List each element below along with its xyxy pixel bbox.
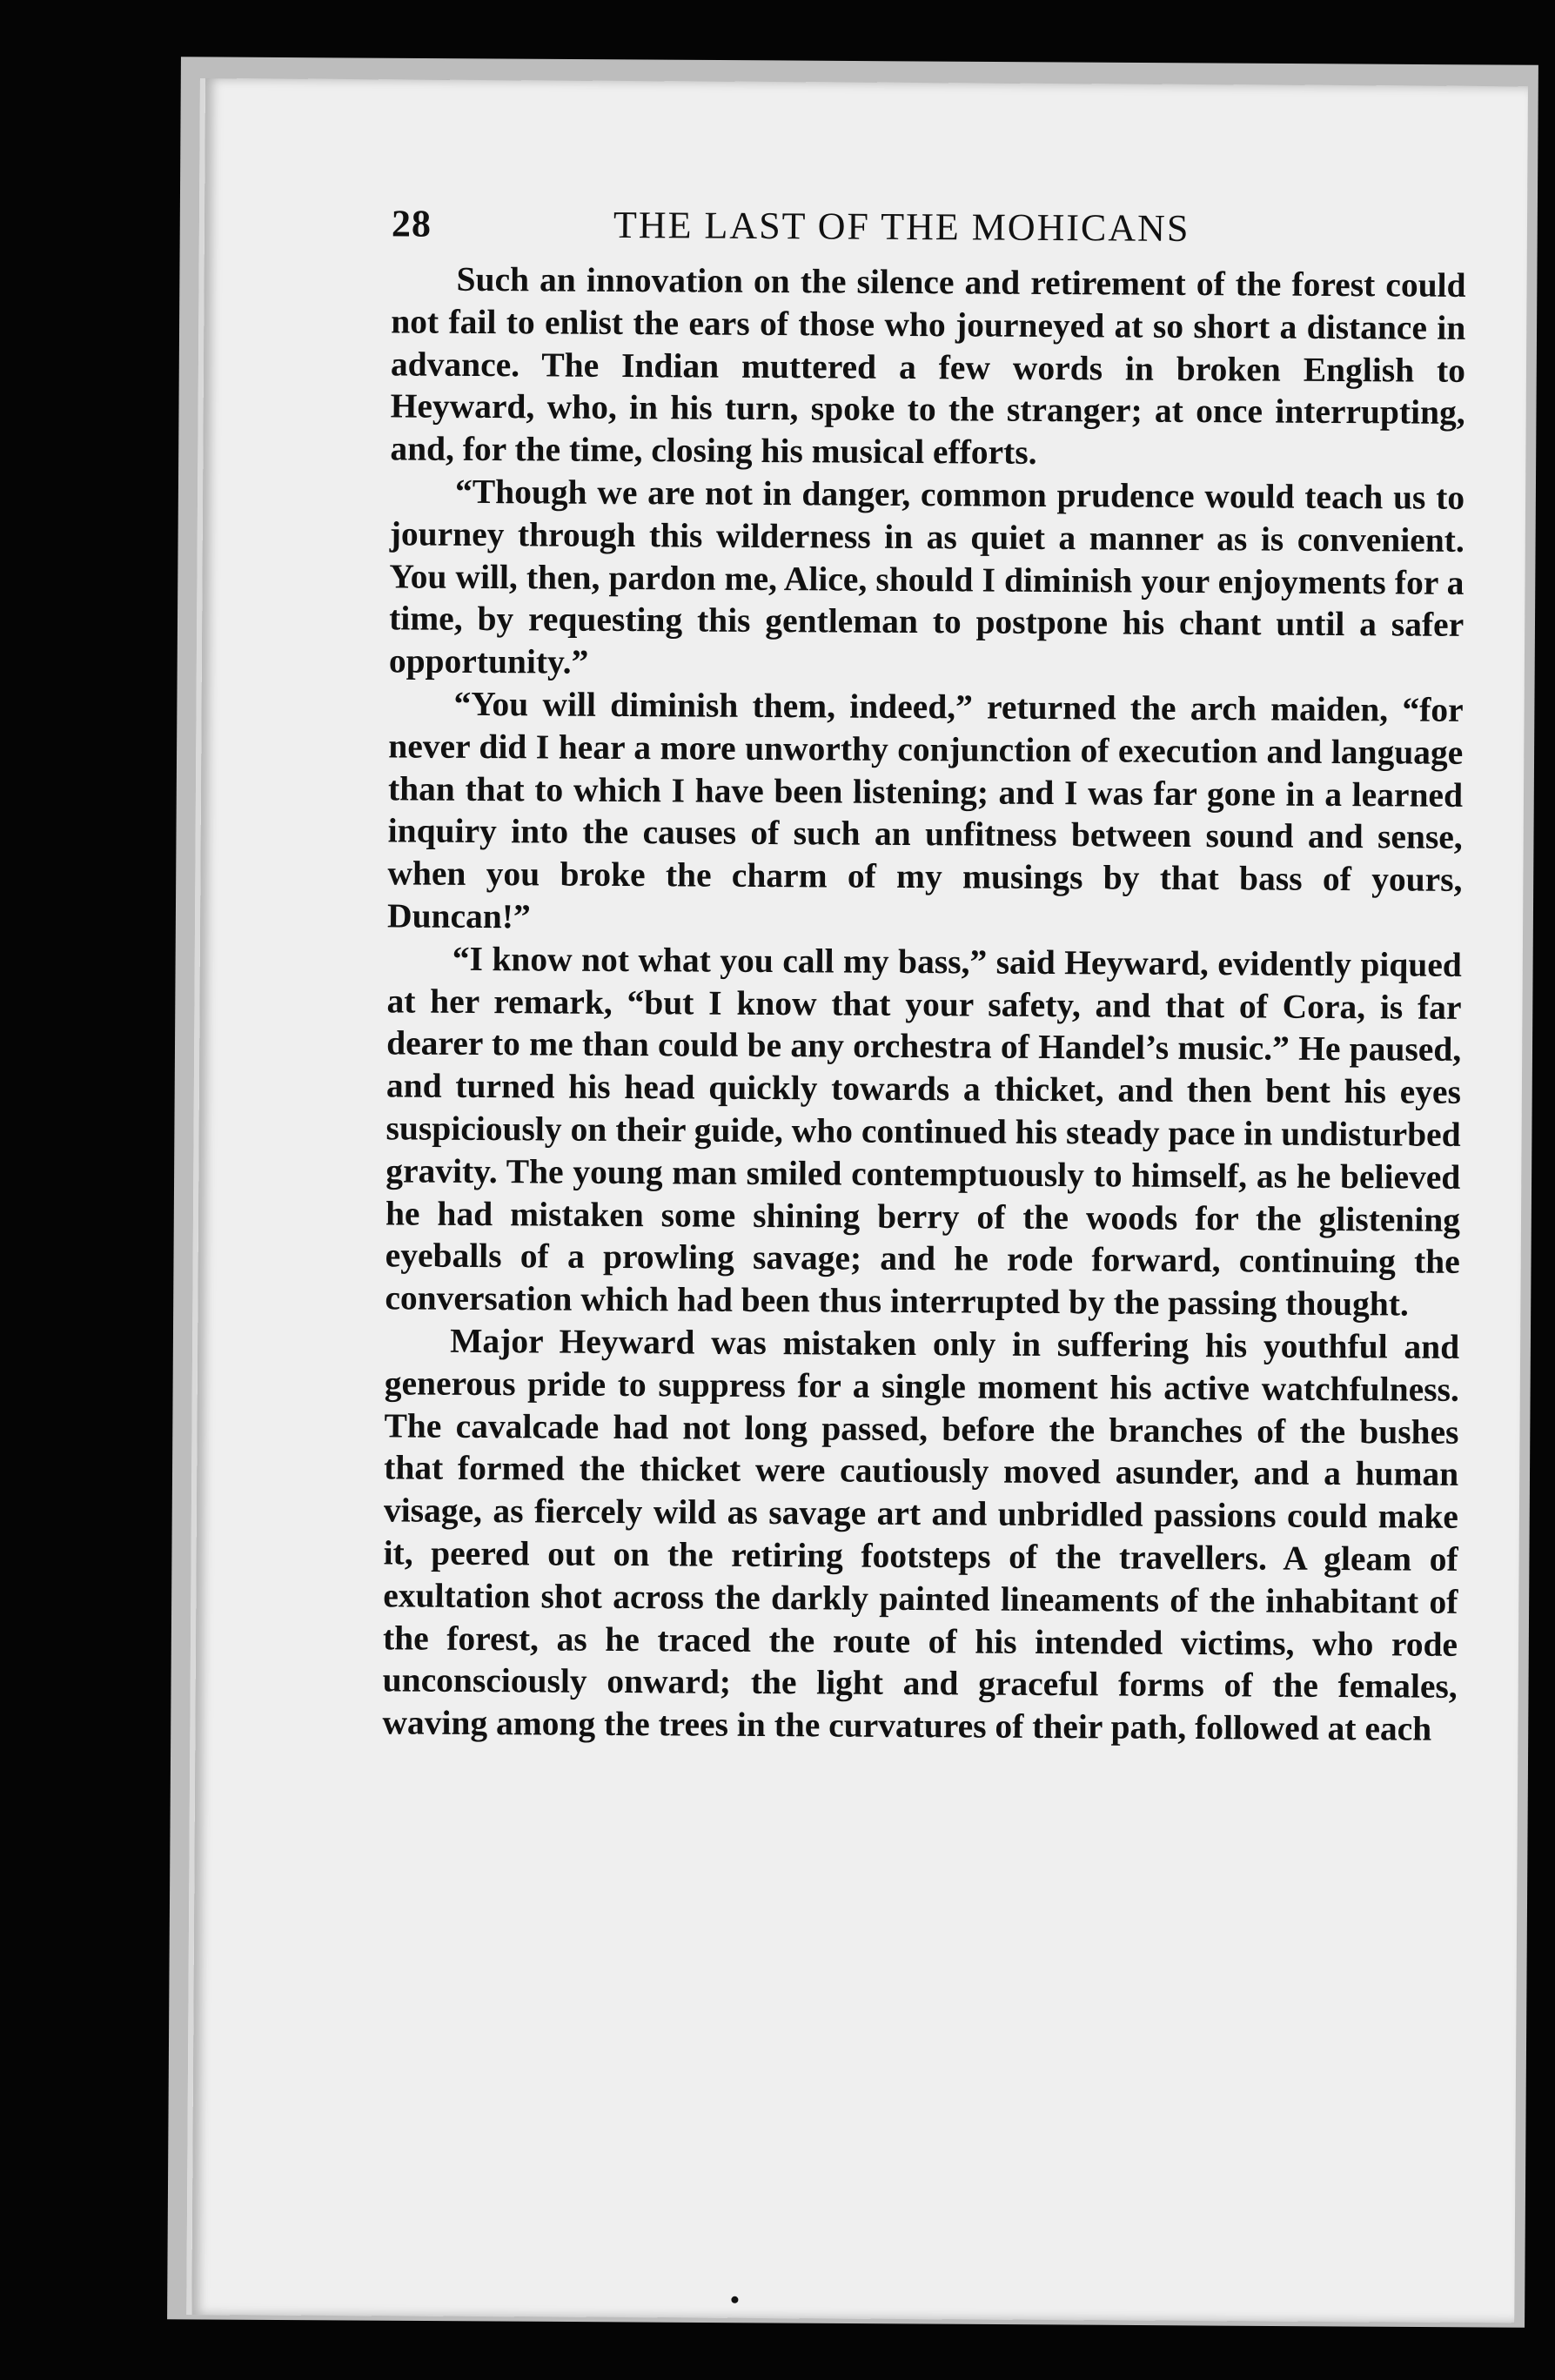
paragraph-5: Major Heyward was mistaken only in suffering his youthful and generous pride to suppress for a single moment his active watchfulness. The cavalcade had not long passed, before the branches of the bushes that formed the thicket were cautiously moved asunder, and a human visage, as fiercely wild as savage art and unbridled passions could make it, peered out on the retiring footsteps of the travellers. A gleam of exultation shot across the darkly painted lineaments of the inhabitant of the forest, as he traced the route of his intended victims, who rode unconsciously onward; the light and graceful forms of the females, waving among the trees in the curvatures of their path, followed at each [382, 1321, 1460, 1748]
page-content [382, 201, 1466, 1750]
page-number: 28 [391, 202, 432, 245]
running-head [392, 201, 1466, 252]
bottom-dot-mark [731, 2296, 738, 2303]
paragraph-3: “You will diminish them, indeed,” returned the arch maiden, “for never did I hear a more unworthy conjunction of execution and language than that to which I have been listening; and I was far gone in a learned inquiry into the causes of such an unfitness between sound and sense, when you broke the charm of my musings by that bass of yours, Duncan!” [386, 684, 1464, 936]
book-page [186, 78, 1528, 2323]
body-text [382, 258, 1465, 1750]
paragraph-2: “Though we are not in danger, common prudence would teach us to journey through this wilderness in as quiet a manner as is convenient. You will, then, pardon me, Alice, should I diminish your enjoyments for a time, by requesting this gentleman to postpone his chant until a safer opportunity.” [388, 472, 1465, 681]
running-title: THE LAST OF THE MOHICANS [613, 203, 1190, 250]
paragraph-1: Such an innovation on the silence and retirement of the forest could not fail to enlist the ears of those who journeyed at so short a distance in advance. The Indian muttered a few words in broken English to Heyward, who, in his turn, spoke to the stranger; at once interrupting, and, for the time, closing his musical efforts. [390, 259, 1466, 473]
paragraph-4: “I know not what you call my bass,” said Heyward, evidently piqued at her remark, “but I know that your safety, and that of Cora, is far dearer to me than could be any orchestra of Handel’s music.” He paused, and turned his head quickly towards a thicket, and then bent his eyes suspiciously on their guide, who continued his steady pace in undisturbed gravity. The young man smiled contemptuously to himself, as he believed he had mistaken some shining berry of the woods for the glistening eyeballs of a prowling savage; and he rode forward, continuing the conversation which had been thus interrupted by the passing thought. [385, 939, 1462, 1324]
